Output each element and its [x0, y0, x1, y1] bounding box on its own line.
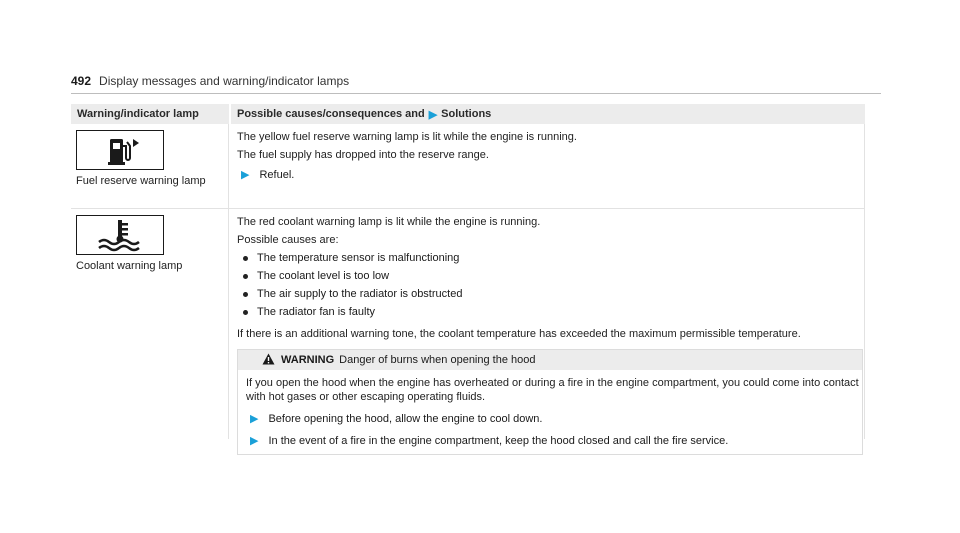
list-item: The air supply to the radiator is obstructed — [243, 285, 864, 303]
description-line: The yellow fuel reserve warning lamp is lit while the engine is running. — [237, 131, 577, 143]
column-header-causes-text: Possible causes/consequences and — [237, 108, 425, 120]
play-arrow-icon: ▶ — [428, 108, 438, 121]
causes-list — [243, 249, 864, 321]
page-number: 492 — [71, 74, 92, 88]
lamp-caption: Coolant warning lamp — [76, 260, 183, 272]
page-header-title: Display messages and warning/indicator lamps — [99, 74, 350, 88]
bullet-icon — [243, 292, 248, 297]
column-header-solutions-text: Solutions — [441, 108, 492, 120]
description-line: The red coolant warning lamp is lit while the engine is running. — [237, 216, 541, 228]
list-item: The temperature sensor is malfunctioning — [243, 249, 864, 267]
causes-label: Possible causes are: — [237, 234, 339, 246]
list-item: The radiator fan is faulty — [243, 303, 864, 321]
lamp-cell — [71, 209, 229, 439]
page-header — [71, 74, 881, 94]
info-cell — [229, 209, 865, 447]
warning-lamp-table — [71, 104, 865, 447]
column-header-lamp: Warning/indicator lamp — [71, 104, 229, 124]
action-text: In the event of a fire in the engine compartment, keep the hood closed and call the fire service. — [268, 435, 729, 447]
warning-box — [237, 349, 863, 455]
action-arrow-icon: ▶ — [250, 435, 259, 447]
warning-title: Danger of burns when opening the hood — [339, 354, 536, 366]
warning-text: If you open the hood when the engine has overheated or during a fire in the engine compartment, you could come into contact with hot gases or other escaping operating fluids. — [246, 377, 859, 403]
table-row — [71, 209, 865, 447]
action-item — [250, 412, 862, 426]
warning-header — [238, 350, 862, 370]
bullet-icon — [243, 274, 248, 279]
action-item — [250, 434, 862, 448]
table-row — [71, 124, 865, 209]
coolant-temperature-icon — [76, 215, 164, 255]
fuel-pump-icon — [76, 130, 164, 170]
action-text: Before opening the hood, allow the engine to cool down. — [268, 413, 543, 425]
bullet-icon — [243, 310, 248, 315]
bullet-icon — [243, 256, 248, 261]
warning-label: WARNING — [281, 354, 335, 366]
additional-note: If there is an additional warning tone, the coolant temperature has exceeded the maximum permissible temperature. — [237, 328, 801, 340]
description-line: The fuel supply has dropped into the reserve range. — [237, 149, 489, 161]
warning-body — [238, 370, 862, 454]
action-arrow-icon: ▶ — [241, 169, 250, 181]
lamp-cell — [71, 124, 229, 208]
action-text: Refuel. — [259, 169, 295, 181]
action-arrow-icon: ▶ — [250, 413, 259, 425]
warning-triangle-icon — [262, 353, 275, 368]
table-header — [71, 104, 865, 124]
action-item — [241, 168, 864, 182]
column-header-causes — [231, 104, 865, 124]
info-cell — [229, 124, 865, 208]
list-item: The coolant level is too low — [243, 267, 864, 285]
lamp-caption: Fuel reserve warning lamp — [76, 175, 206, 187]
